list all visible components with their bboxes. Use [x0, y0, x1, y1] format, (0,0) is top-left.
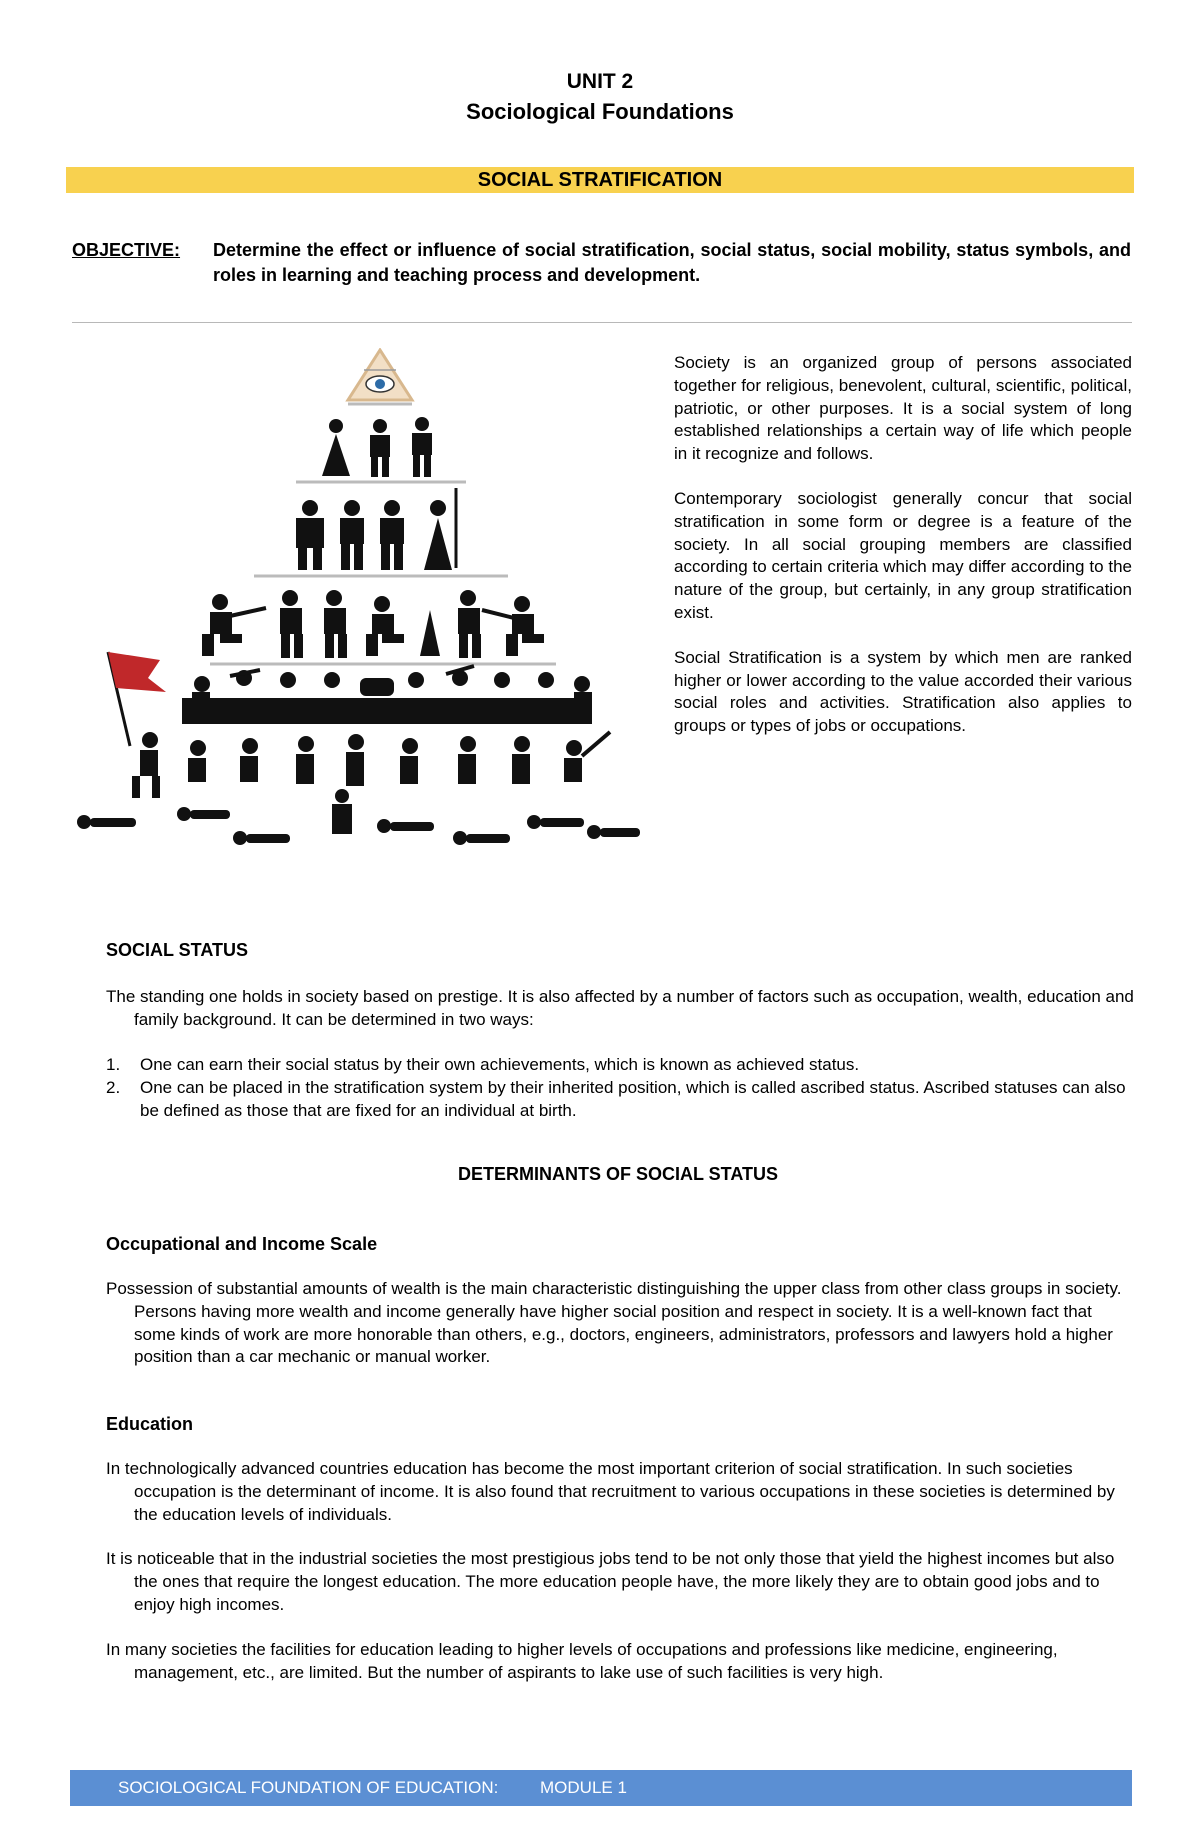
- list-item: [106, 1077, 1134, 1123]
- list-item-text: One can be placed in the stratification system by their inherited position, which is called ascribed status. Ascribed statuses can also be defined as those that are fixed for an individual at birth.: [140, 1077, 1126, 1120]
- tier-royalty: [322, 417, 432, 477]
- objective-label: OBJECTIVE:: [72, 240, 181, 260]
- occupational-text: [106, 1278, 1134, 1369]
- page-footer: [70, 1770, 1132, 1806]
- tier-bourgeoisie: [182, 666, 592, 724]
- determinants-title: DETERMINANTS OF SOCIAL STATUS: [457, 1164, 778, 1184]
- tier-clergy: [296, 488, 456, 570]
- list-item: [106, 1054, 1134, 1077]
- social-status-title: SOCIAL STATUS: [106, 940, 249, 960]
- tier-workers: [132, 732, 610, 798]
- red-flag-icon: [108, 652, 166, 746]
- social-status-definition: [106, 986, 1134, 1032]
- tier-fallen: [77, 789, 640, 845]
- education-heading: Education: [106, 1414, 194, 1434]
- list-item-number: 1.: [106, 1055, 121, 1074]
- intro-paragraph: Social Stratification is a system by which men are ranked higher or lower according to the value accorded their various social roles and activities. Stratification also applies to groups or types of jobs or occupations.: [674, 647, 1132, 736]
- education-text: [106, 1458, 1134, 1684]
- intro-paragraph: Contemporary sociologist generally concur that social stratification in some form or degree is a feature of the society. In all social grouping members are classified according to certain criteria which may differ according to the nature of the group, but certainly, in any group stratification exist.: [674, 488, 1132, 622]
- social-status-definition-text: The standing one holds in society based on prestige. It is also affected by a number of factors such as occupation, wealth, education and family background. It can be determined in two ways:: [106, 987, 1134, 1029]
- occupational-heading: Occupational and Income Scale: [106, 1234, 378, 1254]
- list-item-number: 2.: [106, 1077, 121, 1097]
- footer-course: SOCIOLOGICAL FOUNDATION OF EDUCATION:: [118, 1778, 499, 1797]
- unit-subtitle: Sociological Foundations: [466, 99, 734, 124]
- education-paragraph: In technologically advanced countries education has become the most important criterion of social stratification. In such societies occupation is the determinant of income. It is also found that recruitment to various occupations in these societies is determined by the education levels of individuals.: [106, 1459, 1115, 1524]
- education-paragraph: In many societies the facilities for education leading to higher levels of occupations and professions like medicine, engineering, management, etc., are limited. But the number of aspirants to lake use of such facilities is very high.: [106, 1639, 1058, 1682]
- unit-title: UNIT 2: [566, 70, 634, 93]
- section-banner: [66, 167, 1134, 193]
- social-pyramid-illustration: [70, 348, 660, 868]
- footer-module: MODULE 1: [540, 1778, 627, 1797]
- eye-of-providence-icon: [348, 350, 412, 400]
- objective-text: Determine the effect or influence of social stratification, social status, social mobility, status symbols, and roles in learning and teaching process and development.: [213, 240, 1131, 285]
- occupational-paragraph: Possession of substantial amounts of wealth is the main characteristic distinguishing the upper class from other class groups in society. Persons having more wealth and income generally have higher social position and respect in society. It is a well-known fact that some kinds of work are more honorable than others, e.g., doctors, engineers, administrators, professors and lawyers hold a higher position than a car mechanic or manual worker.: [106, 1279, 1122, 1367]
- status-types-list: [106, 1054, 1134, 1122]
- education-paragraph: It is noticeable that in the industrial societies the most prestigious jobs tend to be not only those that yield the highest incomes but also the ones that require the longest education. The more education people have, the more likely they are to obtain good jobs and to enjoy high incomes.: [106, 1549, 1115, 1614]
- intro-paragraph: Society is an organized group of persons associated together for religious, benevolent, cultural, scientific, political, patriotic, or other purposes. It is a social system of long established relationships a certain way of life which people in it recognize and follows.: [674, 353, 1132, 464]
- intro-text: [674, 352, 1132, 760]
- section-banner-label: SOCIAL STRATIFICATION: [477, 169, 723, 191]
- divider: [72, 322, 1132, 323]
- list-item-text: One can earn their social status by their own achievements, which is known as achieved status.: [140, 1055, 860, 1074]
- tier-military: [202, 590, 544, 658]
